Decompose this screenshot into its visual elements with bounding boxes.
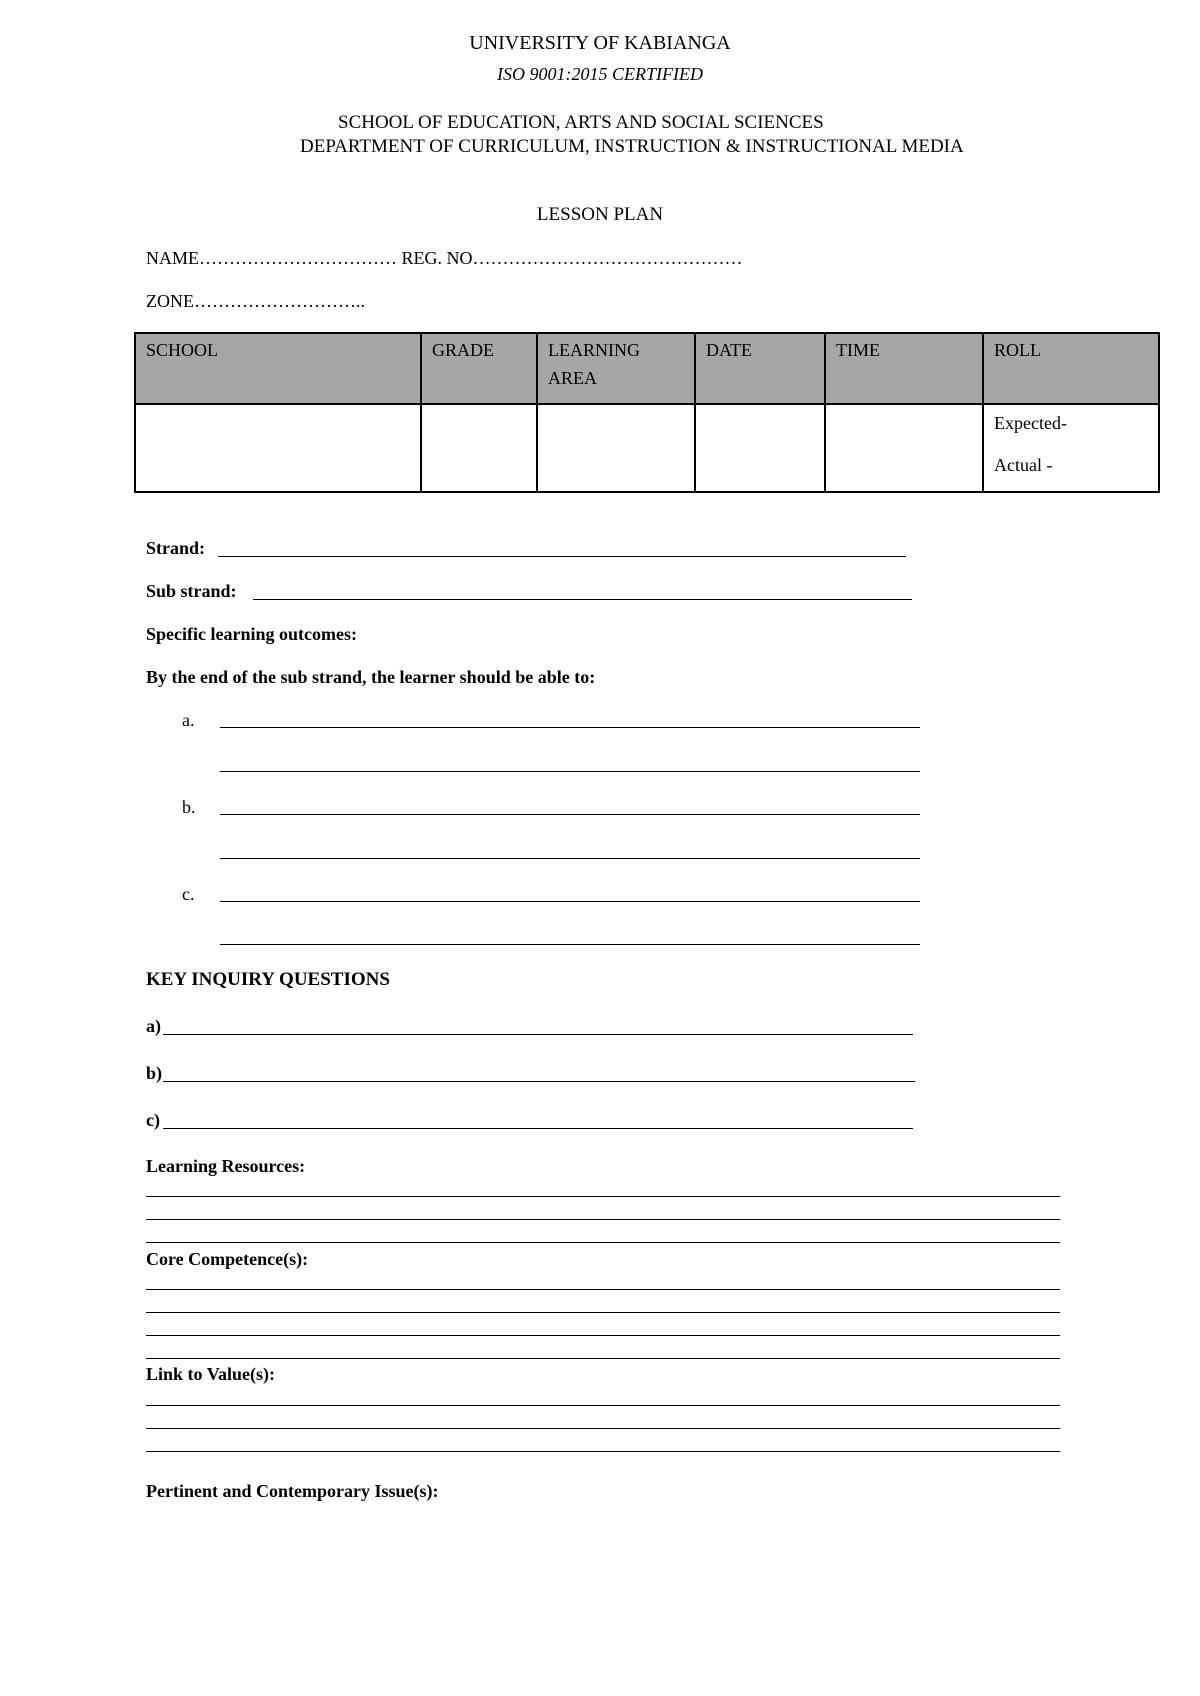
cell-date[interactable] (695, 404, 825, 492)
outcome-c-line-2[interactable] (220, 944, 920, 945)
outcome-c-line-1[interactable] (220, 901, 920, 902)
resources-line-2[interactable] (146, 1219, 1060, 1220)
competence-line-2[interactable] (146, 1312, 1060, 1313)
name-regno-field[interactable]: NAME…………………………… REG. NO……………………………………… (146, 248, 743, 268)
resources-line-1[interactable] (146, 1196, 1060, 1197)
link-values-label: Link to Value(s): (146, 1364, 276, 1384)
university-name: UNIVERSITY OF KABIANGA (469, 32, 731, 54)
department-name: DEPARTMENT OF CURRICULUM, INSTRUCTION & INSTRUCTIONAL MEDIA (300, 136, 964, 157)
learning-resources-label: Learning Resources: (146, 1156, 306, 1176)
school-name: SCHOOL OF EDUCATION, ARTS AND SOCIAL SCIENCES (338, 112, 824, 133)
header-roll: ROLL (983, 333, 1159, 404)
table-header-row (135, 333, 1159, 404)
lesson-info-table (134, 332, 1160, 493)
header-school: SCHOOL (135, 333, 421, 404)
competence-line-3[interactable] (146, 1335, 1060, 1336)
kiq-label-a: a) (146, 1016, 161, 1036)
strand-label: Strand: (146, 538, 206, 558)
resources-line-3[interactable] (146, 1242, 1060, 1243)
outcome-b-line-2[interactable] (220, 858, 920, 859)
kiq-label-c: c) (146, 1110, 160, 1130)
pertinent-issues-label: Pertinent and Contemporary Issue(s): (146, 1481, 439, 1501)
table-row (135, 404, 1159, 492)
specific-outcomes-label: Specific learning outcomes: (146, 624, 357, 644)
cell-roll[interactable] (983, 404, 1159, 492)
sub-strand-input-line[interactable] (253, 599, 912, 600)
outcome-label-c: c. (182, 884, 195, 904)
cell-learning-area[interactable] (537, 404, 695, 492)
values-line-3[interactable] (146, 1451, 1060, 1452)
kiq-c-line[interactable] (163, 1128, 913, 1129)
core-competence-label: Core Competence(s): (146, 1249, 309, 1269)
header-grade: GRADE (421, 333, 537, 404)
outcome-a-line-2[interactable] (220, 771, 920, 772)
kiq-heading: KEY INQUIRY QUESTIONS (146, 969, 390, 990)
zone-field[interactable]: ZONE……………………….. (146, 291, 365, 311)
competence-line-1[interactable] (146, 1289, 1060, 1290)
kiq-label-b: b) (146, 1063, 163, 1083)
cell-grade[interactable] (421, 404, 537, 492)
roll-expected: Expected- (994, 413, 1067, 433)
values-line-1[interactable] (146, 1405, 1060, 1406)
header-date: DATE (695, 333, 825, 404)
outcome-label-a: a. (182, 710, 195, 730)
kiq-a-line[interactable] (163, 1034, 913, 1035)
cell-time[interactable] (825, 404, 983, 492)
sub-strand-label: Sub strand: (146, 581, 237, 601)
outcome-b-line-1[interactable] (220, 814, 920, 815)
header-learning-area: LEARNING AREA (537, 333, 695, 404)
certification: ISO 9001:2015 CERTIFIED (497, 64, 703, 84)
strand-input-line[interactable] (218, 556, 906, 557)
kiq-b-line[interactable] (163, 1081, 915, 1082)
values-line-2[interactable] (146, 1428, 1060, 1429)
page-title: LESSON PLAN (536, 204, 664, 225)
header-time: TIME (825, 333, 983, 404)
outcomes-intro: By the end of the sub strand, the learner should be able to: (146, 667, 596, 687)
roll-actual: Actual - (994, 455, 1053, 475)
competence-line-4[interactable] (146, 1358, 1060, 1359)
outcome-label-b: b. (182, 797, 196, 817)
cell-school[interactable] (135, 404, 421, 492)
outcome-a-line-1[interactable] (220, 727, 920, 728)
